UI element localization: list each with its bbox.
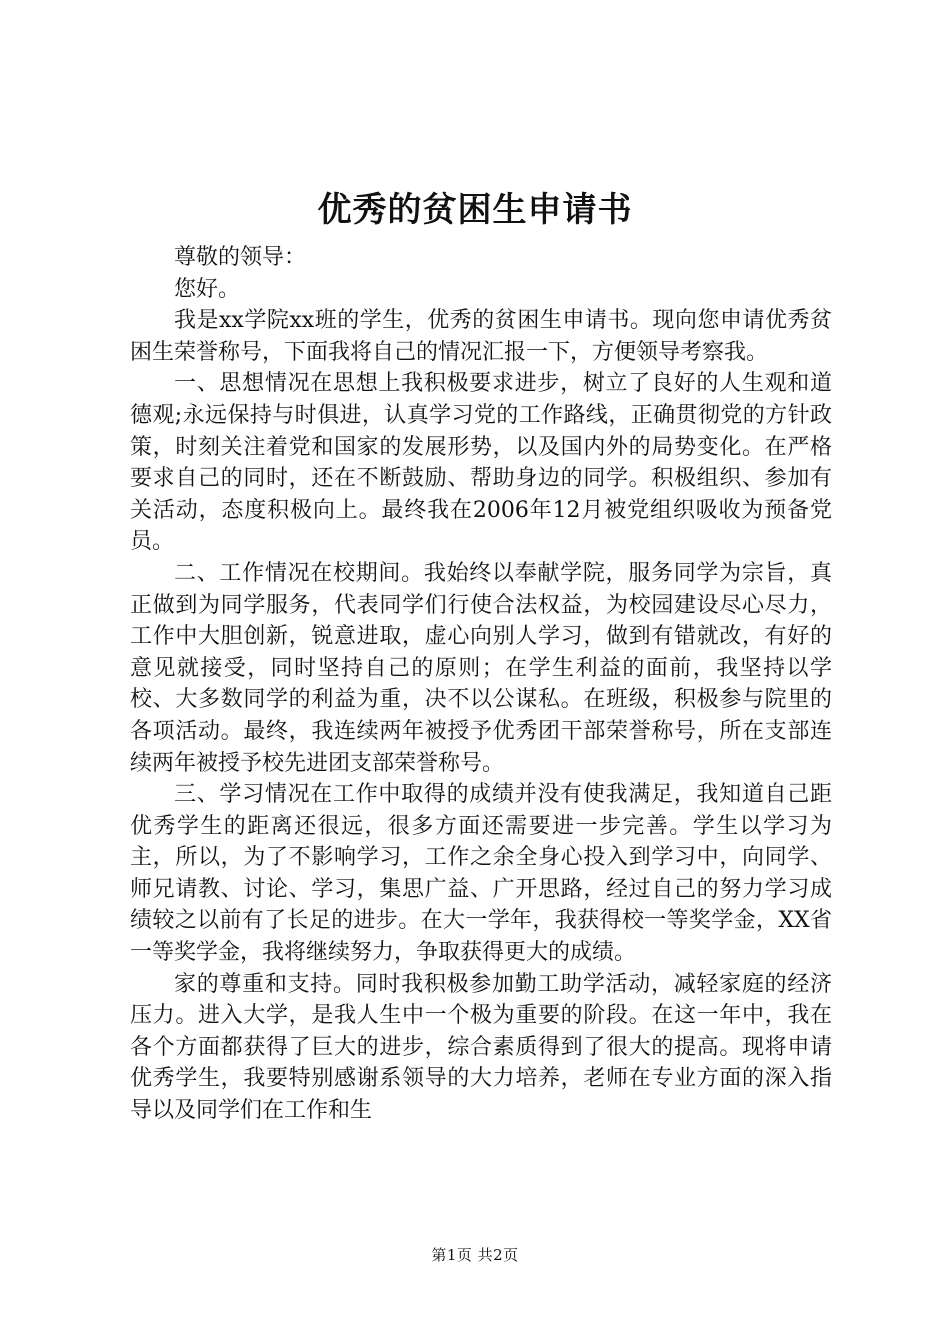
study-paragraph: 三、学习情况在工作中取得的成绩并没有使我满足，我知道自己距优秀学生的距离还很远，很多方面还需要进一步完善。学生以学习为主，所以，为了不影响学习，工作之余全身心投入到学习中，向同学、师兄请教、讨论、学习，集思广益、广开思路，经过自己的努力学习成绩较之以前有了长足的进步。在大一学年，我获得校一等奖学金，XX省一等奖学金，我将继续努力，争取获得更大的成绩。 (130, 782, 832, 966)
document-title: 优秀的贫困生申请书 (317, 190, 633, 230)
ideology-paragraph: 一、思想情况在思想上我积极要求进步，树立了良好的人生观和道德观;永远保持与时俱进，认真学习党的工作路线，正确贯彻党的方针政策，时刻关注着党和国家的发展形势，以及国内外的局势变化。在严格要求自己的同时，还在不断鼓励、帮助身边的同学。积极组织、参加有关活动，态度积极向上。最终我在2006年12月被党组织吸收为预备党员。 (130, 371, 832, 555)
salutation: 尊敬的领导： (174, 245, 307, 270)
intro-paragraph: 我是xx学院xx班的学生，优秀的贫困生申请书。现向您申请优秀贫困生荣誉称号，下面我将自己的情况汇报一下，方便领导考察我。 (130, 308, 832, 365)
document-body (130, 242, 832, 1127)
page-footer: 第1页 共2页 (431, 1246, 519, 1264)
support-paragraph: 家的尊重和支持。同时我积极参加勤工助学活动，减轻家庭的经济压力。进入大学，是我人生中一个极为重要的阶段。在这一年中，我在各个方面都获得了巨大的进步，综合素质得到了很大的提高。现将申请优秀学生，我要特别感谢系领导的大力培养，老师在专业方面的深入指导以及同学们在工作和生 (130, 971, 832, 1124)
work-paragraph: 二、工作情况在校期间。我始终以奉献学院，服务同学为宗旨，真正做到为同学服务，代表同学们行使合法权益，为校园建设尽心尽力，工作中大胆创新，锐意进取，虚心向别人学习，做到有错就改，有好的意见就接受，同时坚持自己的原则；在学生利益的面前，我坚持以学校、大多数同学的利益为重，决不以公谋私。在班级，积极参与院里的各项活动。最终，我连续两年被授予优秀团干部荣誉称号，所在支部连续两年被授予校先进团支部荣誉称号。 (130, 560, 832, 776)
greeting: 您好。 (174, 276, 241, 302)
